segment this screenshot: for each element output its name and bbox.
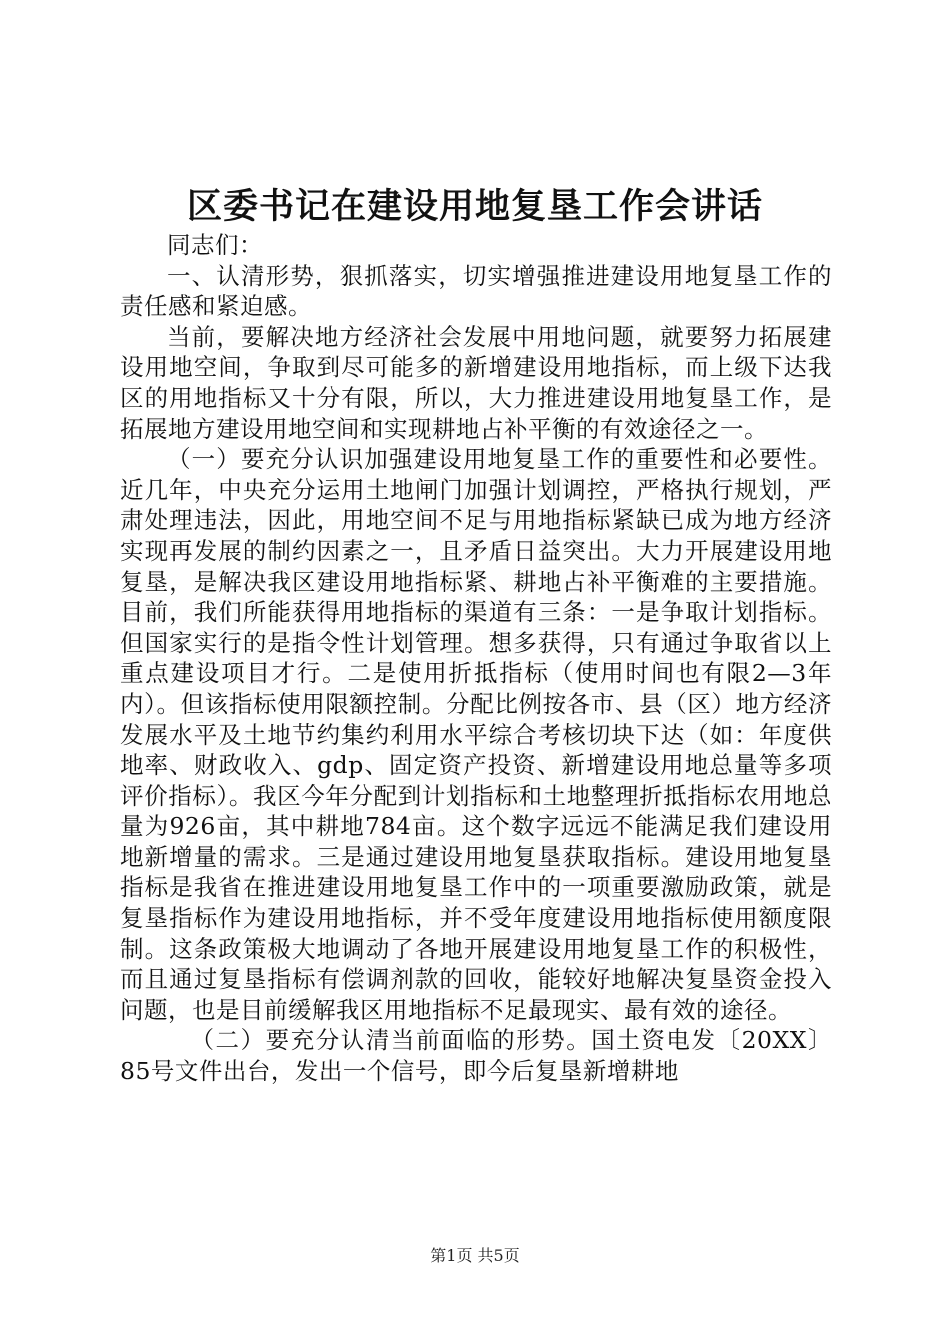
subsection-one-paragraph: （一）要充分认识加强建设用地复垦工作的重要性和必要性。近几年，中央充分运用土地闸门加强计划调控，严格执行规划，严肃处理违法，因此，用地空间不足与用地指标紧缺已成为地方经济实现再发展的制约因素之一，且矛盾日益突出。大力开展建设用地复垦，是解决我区建设用地指标紧、耕地占补平衡难的主要措施。目前，我们所能获得用地指标的渠道有三条：一是争取计划指标。但国家实行的是指令性计划管理。想多获得，只有通过争取省以上重点建设项目才行。二是使用折抵指标（使用时间也有限2—3年内）。但该指标使用限额控制。分配比例按各市、县（区）地方经济发展水平及土地节约集约利用水平综合考核切块下达（如：年度供地率、财政收入、gdp、固定资产投资、新增建设用地总量等多项评价指标）。我区今年分配到计划指标和土地整理折抵指标农用地总量为926亩，其中耕地784亩。这个数字远远不能满足我们建设用地新增量的需求。三是通过建设用地复垦获取指标。建设用地复垦指标是我省在推进建设用地复垦工作中的一项重要激励政策，就是复垦指标作为建设用地指标，并不受年度建设用地指标使用额度限制。这条政策极大地调动了各地开展建设用地复垦工作的积极性，而且通过复垦指标有偿调剂款的回收，能较好地解决复垦资金投入问题，也是目前缓解我区用地指标不足最现实、最有效的途径。: [120, 445, 832, 1024]
section-heading-paragraph: 一、认清形势，狠抓落实，切实增强推进建设用地复垦工作的责任感和紧迫感。: [120, 261, 832, 321]
page-number-footer: 第1页 共5页: [430, 1246, 520, 1265]
subsection-two-paragraph: （二）要充分认清当前面临的形势。国土资电发〔20XX〕85号文件出台，发出一个信号，即今后复垦新增耕地: [120, 1026, 832, 1086]
document-body: [120, 230, 832, 1087]
salutation-paragraph: 同志们：: [167, 231, 263, 259]
document-title: 区委书记在建设用地复垦工作会讲话: [186, 186, 763, 227]
body-paragraph: 当前，要解决地方经济社会发展中用地问题，就要努力拓展建设用地空间，争取到尽可能多的新增建设用地指标，而上级下达我区的用地指标又十分有限，所以，大力推进建设用地复垦工作，是拓展地方建设用地空间和实现耕地占补平衡的有效途径之一。: [120, 322, 832, 443]
